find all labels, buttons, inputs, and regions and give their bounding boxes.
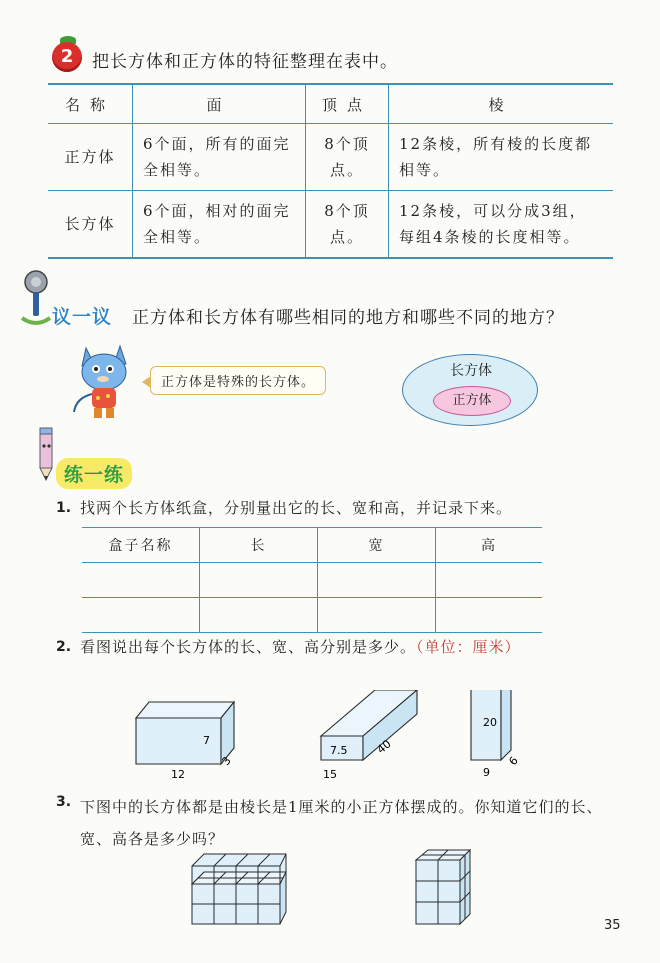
cuboid-3-length: 9 (483, 766, 490, 779)
speech-bubble: 正方体是特殊的长方体。 (150, 366, 326, 395)
section-title: 把长方体和正方体的特征整理在表中。 (92, 52, 398, 72)
table-row (48, 191, 613, 259)
table-row (82, 563, 542, 598)
discuss-label: 议一议 (52, 306, 113, 328)
empty-cell (436, 598, 543, 633)
cuboid-diagrams (125, 690, 545, 782)
empty-cell (318, 598, 436, 633)
measurement-table (82, 527, 542, 633)
table-row (48, 124, 613, 191)
cuboid-2-height: 7.5 (330, 744, 348, 757)
question-1-text: 找两个长方体纸盒，分别量出它的长、宽和高，并记录下来。 (80, 499, 513, 517)
cell-faces: 6个面，相对的面完全相等。 (133, 191, 306, 259)
question-2-text (80, 636, 521, 657)
empty-cell (200, 598, 318, 633)
header-vertices: 顶点 (306, 84, 389, 124)
section-number-badge: 2 (52, 42, 82, 72)
header-name: 名称 (64, 95, 115, 114)
venn-outer-label: 长方体 (450, 363, 492, 379)
cell-vertices: 8个顶点。 (306, 191, 389, 259)
question-2-number: 2. (56, 639, 72, 655)
empty-cell (82, 598, 200, 633)
venn-inner-ellipse: 正方体 (433, 386, 511, 416)
header-length: 长 (200, 528, 318, 563)
empty-cell (436, 563, 543, 598)
cell-edges: 12条棱，所有棱的长度都相等。 (389, 124, 614, 191)
cell-edges: 12条棱，可以分成3组，每组4条棱的长度相等。 (389, 191, 614, 259)
question-2-body: 看图说出每个长方体的长、宽、高分别是多少。 (80, 638, 417, 656)
cube-stack-2 (416, 850, 470, 924)
table-header-row (82, 528, 542, 563)
header-faces: 面 (133, 84, 306, 124)
header-edges: 棱 (389, 84, 614, 124)
table-row (82, 598, 542, 633)
practice-label: 练一练 (56, 458, 132, 489)
cuboid-1-length: 12 (171, 768, 185, 781)
cuboid-3-height: 20 (483, 716, 497, 729)
question-3-text: 下图中的长方体都是由棱长是1厘米的小正方体摆成的。你知道它们的长、宽、高各是多少吗？ (80, 798, 603, 848)
header-width: 宽 (318, 528, 436, 563)
question-1-number: 1. (56, 500, 72, 516)
empty-cell (200, 563, 318, 598)
cell-vertices: 8个顶点。 (306, 124, 389, 191)
cartoon-cat-icon (68, 338, 148, 426)
question-2-unit: （单位：厘米） (416, 638, 521, 656)
cube-stack-1 (192, 854, 286, 924)
cuboid-1 (136, 702, 234, 764)
cell-shape-name: 正方体 (64, 148, 116, 166)
question-3-number: 3. (56, 794, 72, 810)
page-number: 35 (604, 918, 621, 933)
cuboid-1-width: 3 (219, 754, 234, 768)
cuboid-2-length: 15 (323, 768, 337, 781)
features-table (48, 83, 613, 259)
table-header-row (48, 84, 613, 124)
cell-shape-name: 长方体 (64, 215, 116, 233)
cuboid-1-height: 7 (203, 734, 210, 747)
empty-cell (318, 563, 436, 598)
cuboid-2-width: 40 (374, 737, 394, 757)
cell-faces: 6个面，所有的面完全相等。 (133, 124, 306, 191)
cube-arrangements (186, 846, 486, 930)
discuss-question: 正方体和长方体有哪些相同的地方和哪些不同的地方？ (132, 308, 564, 328)
header-height: 高 (436, 528, 543, 563)
empty-cell (82, 563, 200, 598)
header-box-name: 盒子名称 (108, 538, 173, 554)
cuboid-3-width: 6 (506, 754, 521, 768)
